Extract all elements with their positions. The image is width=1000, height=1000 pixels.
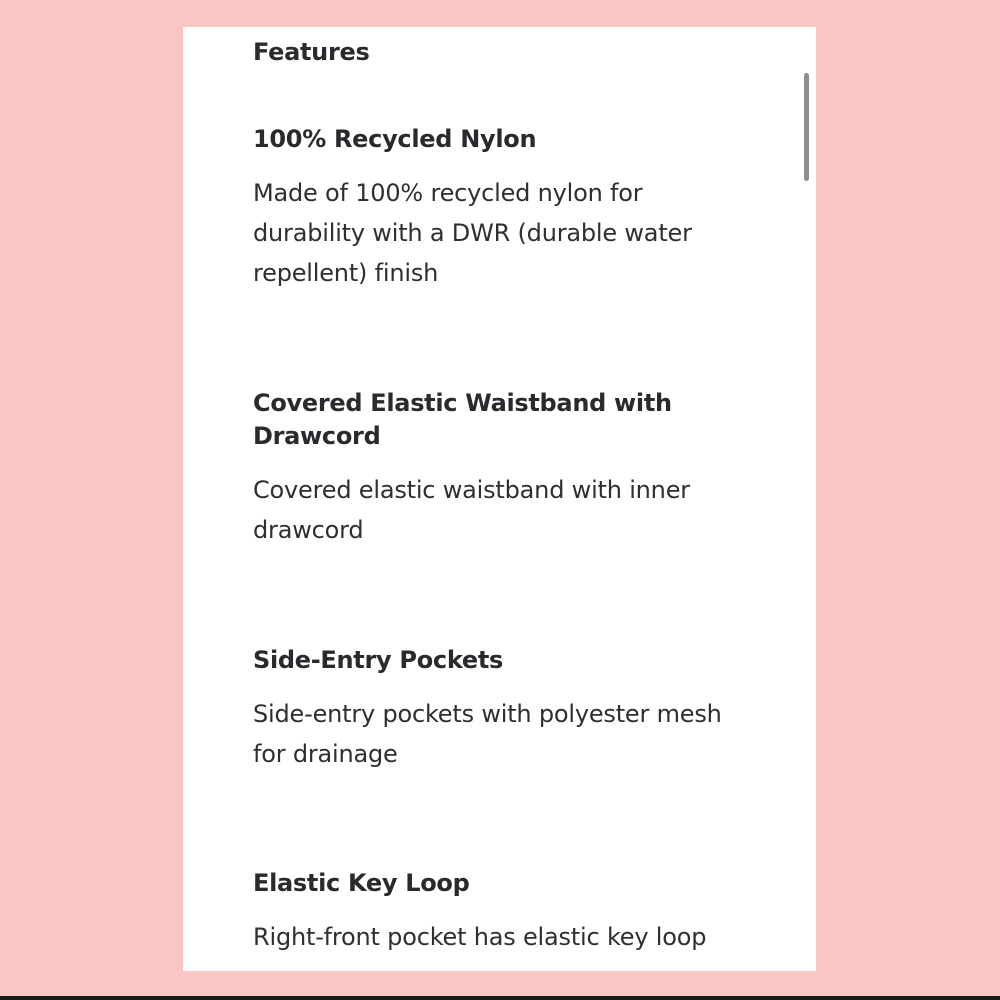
- feature-description: Right-front pocket has elastic key loop: [253, 923, 707, 951]
- feature-description: Made of 100% recycled nylon for durability with a DWR (durable water repellent) finish: [253, 179, 692, 287]
- feature-description: Side-entry pockets with polyester mesh for drainage: [253, 700, 722, 768]
- feature-title: Side-Entry Pockets: [253, 646, 503, 674]
- features-panel: [183, 27, 816, 971]
- bottom-divider: [0, 996, 1000, 1000]
- features-content: [253, 37, 773, 951]
- feature-title: Covered Elastic Waistband with Drawcord: [253, 389, 672, 450]
- feature-title: Elastic Key Loop: [253, 869, 470, 897]
- section-title: Features: [253, 38, 370, 66]
- feature-description: Covered elastic waistband with inner drawcord: [253, 476, 690, 544]
- feature-item-side-pockets: [253, 644, 753, 774]
- feature-item-key-loop: [253, 867, 753, 957]
- feature-item-waistband: [253, 387, 753, 550]
- feature-title: 100% Recycled Nylon: [253, 125, 537, 153]
- scrollbar-thumb[interactable]: [804, 73, 809, 181]
- feature-item-recycled-nylon: [253, 123, 753, 293]
